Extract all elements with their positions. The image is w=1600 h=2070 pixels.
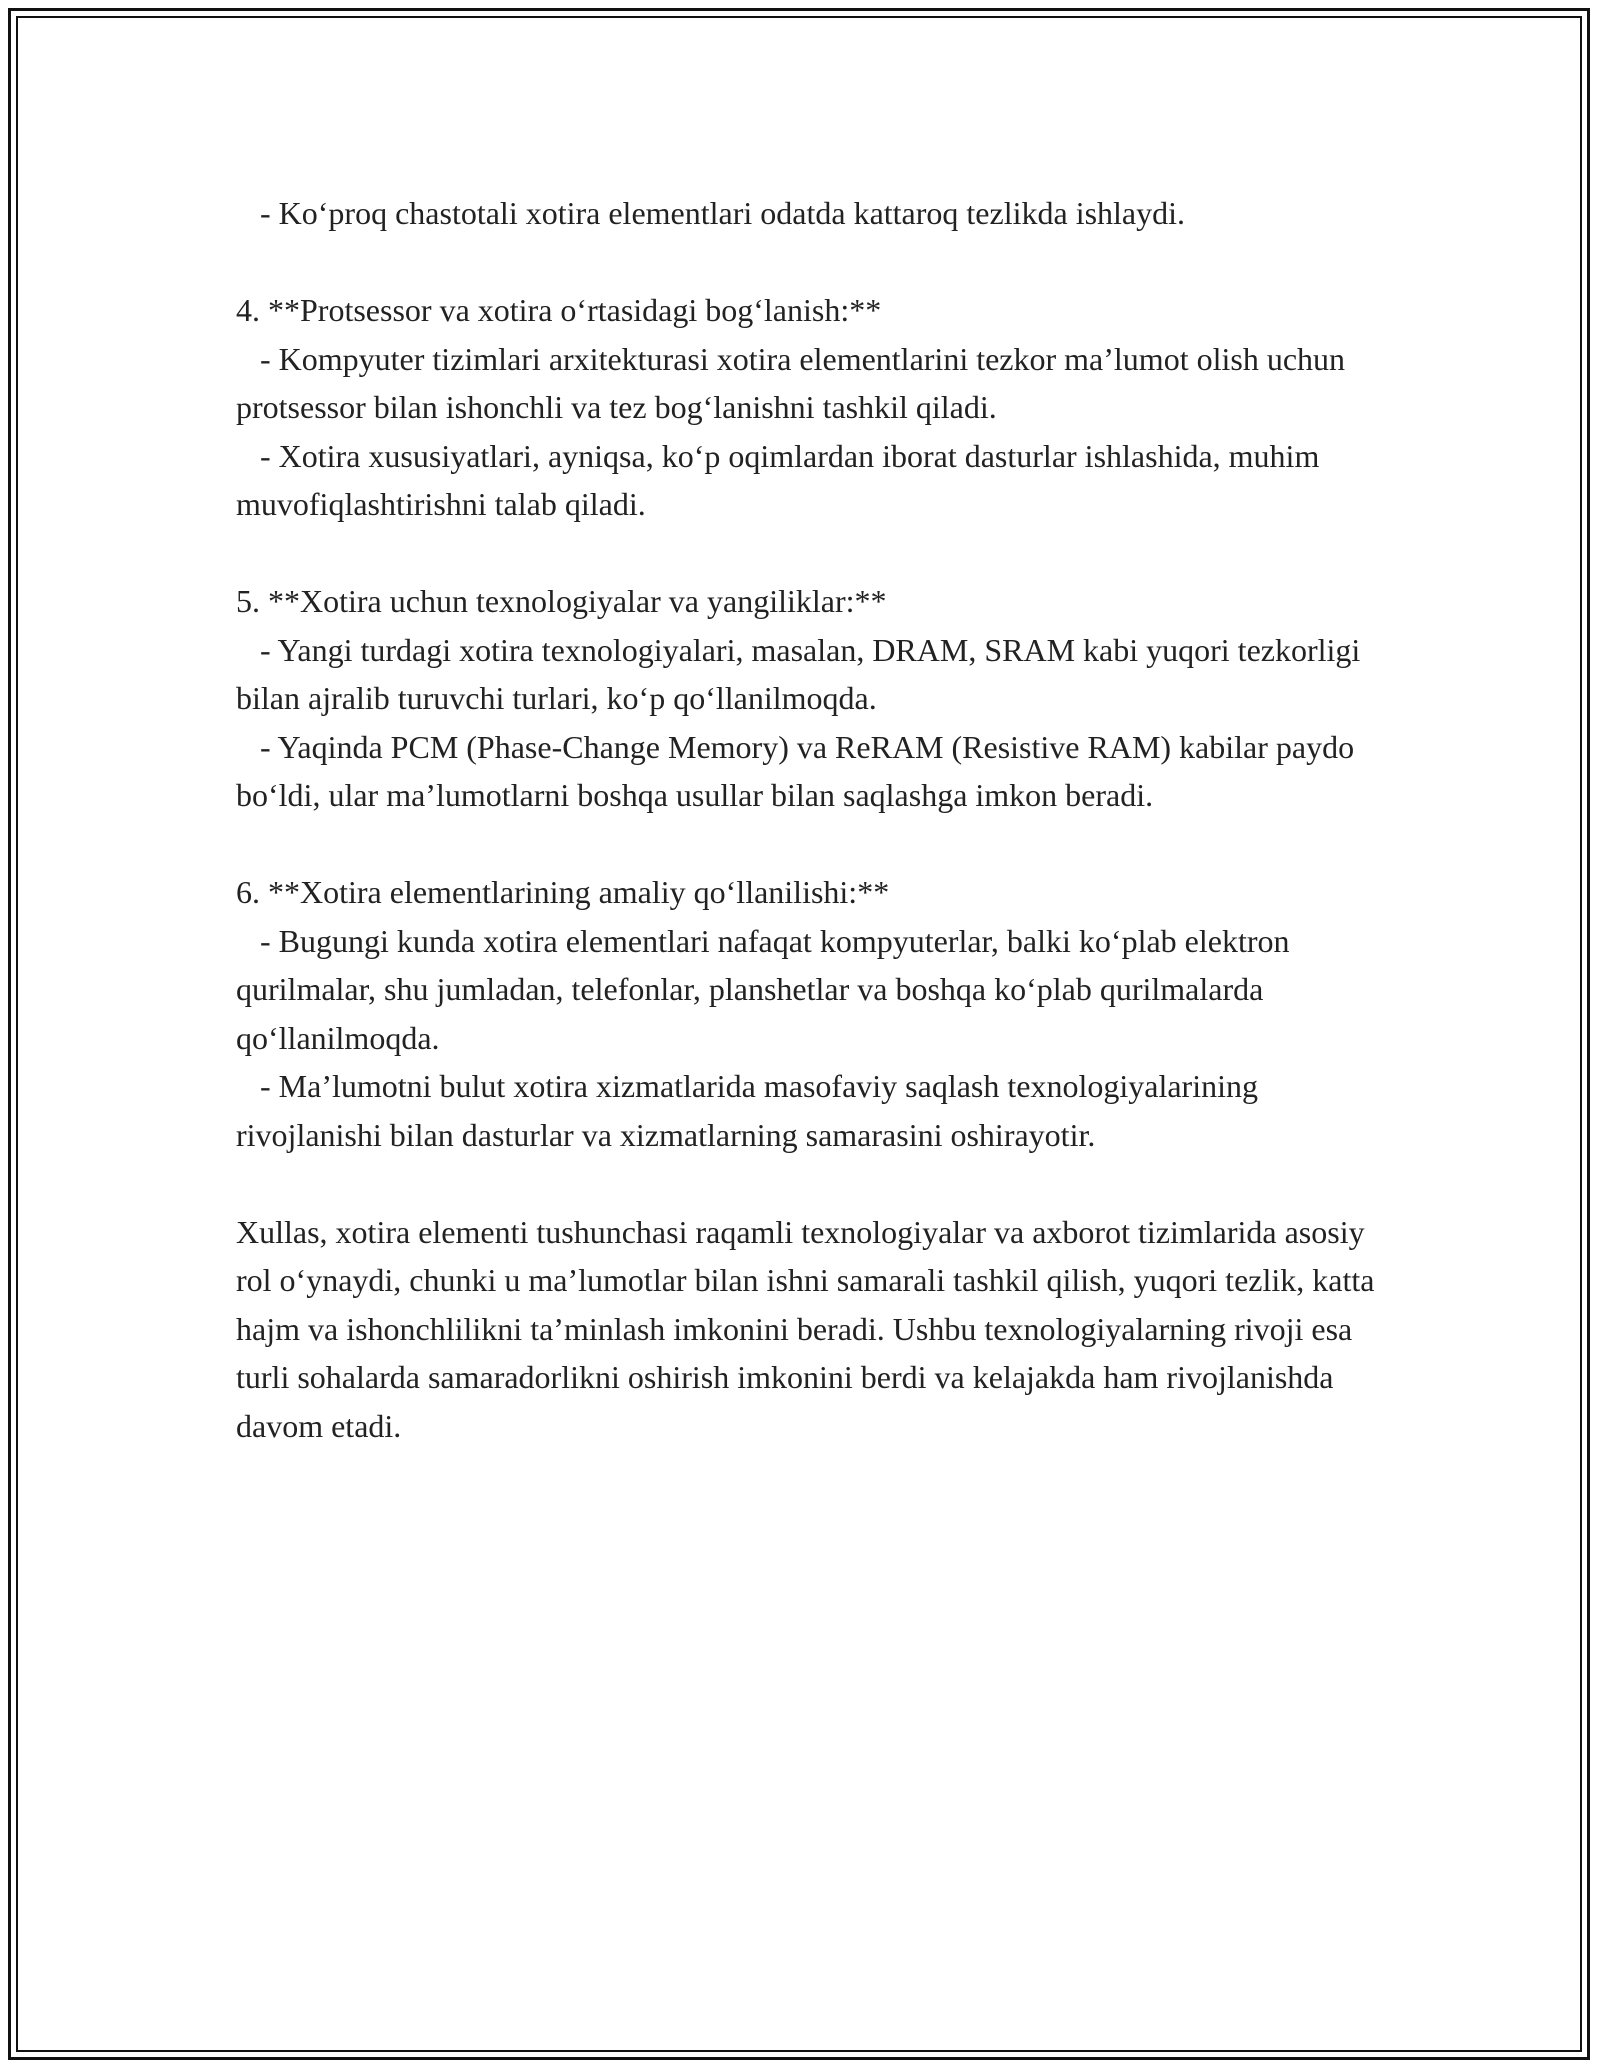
section-5-bullet-1: - Yangi turdagi xotira texnologiyalari, masalan, DRAM, SRAM kabi yuqori tezkorligi bilan ajralib turuvchi turlari, ko‘p qo‘llanilmoqda. xyxy=(236,631,1369,716)
section-4-bullet-1: - Kompyuter tizimlari arxitekturasi xotira elementlarini tezkor ma’lumot olish uchun protsessor bilan ishonchli va tez bog‘lanishni tashkil qiladi. xyxy=(236,340,1354,425)
section-6-bullet-1: - Bugungi kunda xotira elementlari nafaqat kompyuterlar, balki ko‘plab elektron qurilmalar, shu jumladan, telefonlar, planshetlar va boshqa ko‘plab qurilmalarda qo‘llanilmoqda. xyxy=(236,922,1298,1056)
bullet-frequency-speed: - Ko‘proq chastotali xotira elementlari odatda kattaroq tezlikda ishlaydi. xyxy=(236,195,1186,231)
conclusion-paragraph: Xullas, xotira elementi tushunchasi raqamli texnologiyalar va axborot tizimlarida asosiy rol o‘ynaydi, chunki u ma’lumotlar bilan ishni samarali tashkil qilish, yuqori tezlik, katta hajm va ishonchlilikni ta’minlash imkonini beradi. Ushbu texnologiyalarning rivoji esa turli sohalarda samaradorlikni oshirish imkonini berdi va kelajakda ham rivojlanishda davom etadi. xyxy=(236,1213,1383,1444)
section-4-bullet-2: - Xotira xususiyatlari, ayniqsa, ko‘p oqimlardan iborat dasturlar ishlashida, muhim muvofiqlashtirishni talab qiladi. xyxy=(236,437,1328,522)
section-6-heading: 6. **Xotira elementlarining amaliy qo‘llanilishi:** xyxy=(236,874,890,910)
section-5-bullet-2: - Yaqinda PCM (Phase-Change Memory) va ReRAM (Resistive RAM) kabilar paydo bo‘ldi, ular ma’lumotlarni boshqa usullar bilan saqlashga imkon beradi. xyxy=(236,728,1363,813)
section-5-heading: 5. **Xotira uchun texnologiyalar va yangiliklar:** xyxy=(236,583,887,619)
section-6-bullet-2: - Ma’lumotni bulut xotira xizmatlarida masofaviy saqlash texnologiyalarining rivojlanishi bilan dasturlar va xizmatlarning samarasini oshirayotir. xyxy=(236,1068,1266,1153)
paragraph-gap xyxy=(236,238,1376,287)
document-body xyxy=(236,189,1383,1450)
paragraph-gap xyxy=(236,820,1376,869)
section-4-heading: 4. **Protsessor va xotira o‘rtasidagi bog‘lanish:** xyxy=(236,292,882,328)
paragraph-gap xyxy=(236,1159,1376,1208)
paragraph-gap xyxy=(236,529,1376,578)
